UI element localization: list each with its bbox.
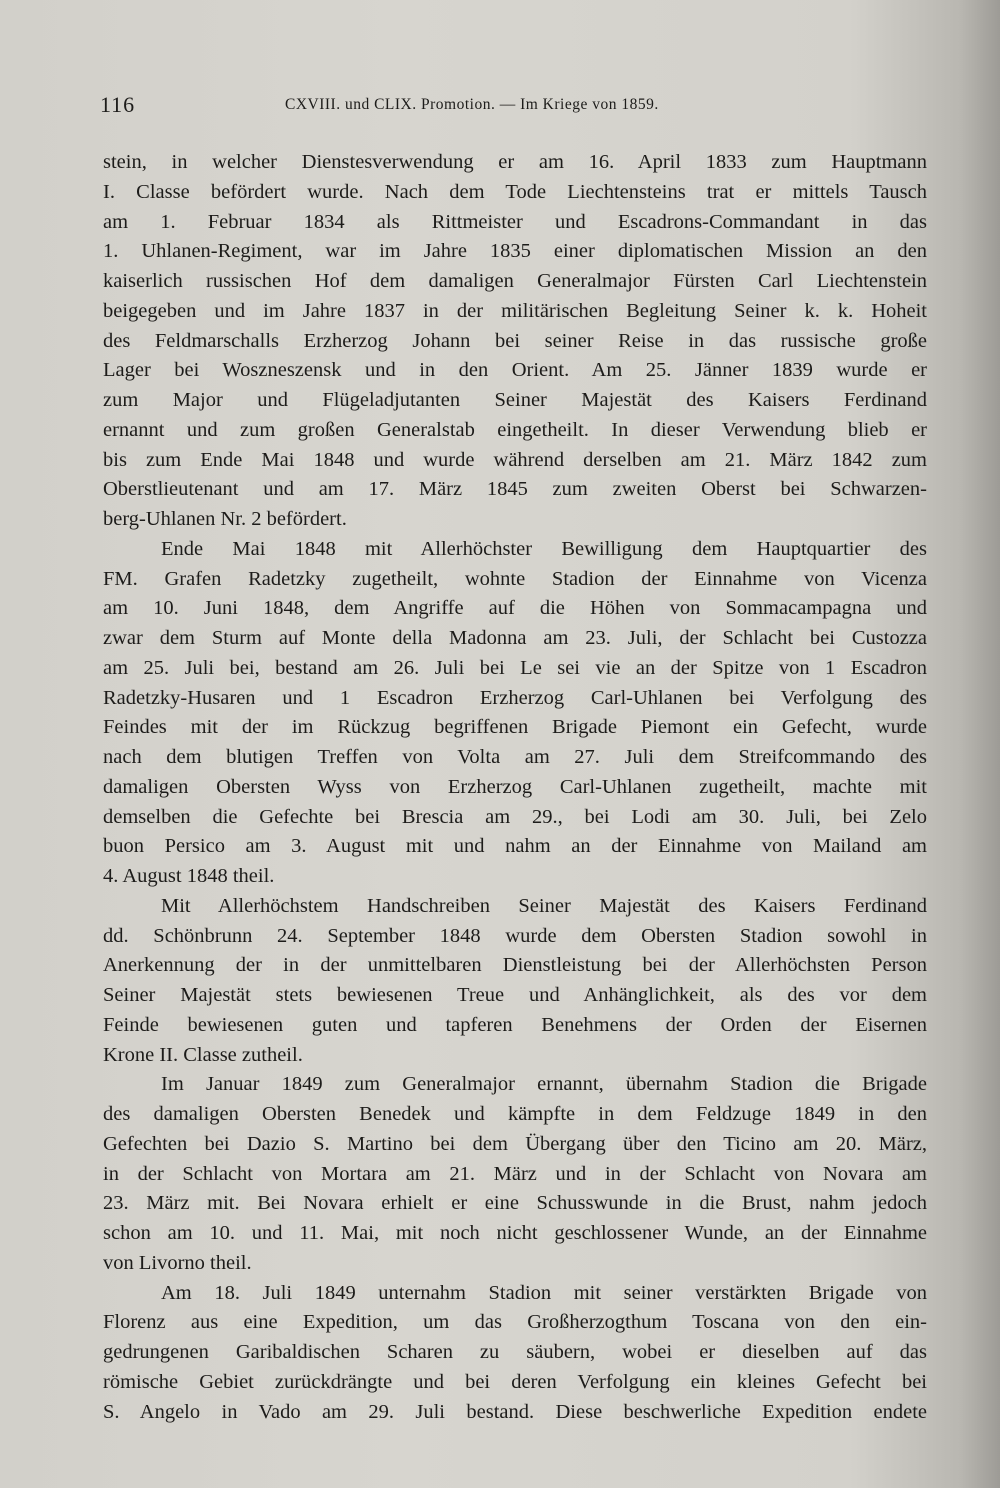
text-line: des Feldmarschalls Erzherzog Johann bei seiner Reise in das russische große xyxy=(103,329,927,352)
text-line: des damaligen Obersten Benedek und kämpfte in dem Feldzuge 1849 in den xyxy=(103,1103,927,1125)
text-line: S. Angelo in Vado am 29. Juli bestand. Diese beschwerliche Expedition endete xyxy=(103,1400,927,1423)
text-line: römische Gebiet zurückdrängte und bei deren Verfolgung ein kleines Gefecht bei xyxy=(103,1370,927,1393)
text-line: damaligen Obersten Wyss von Erzherzog Carl-Uhlanen zugetheilt, machte mit xyxy=(103,775,927,798)
text-line: Im Januar 1849 zum Generalmajor ernannt, übernahm Stadion die Brigade xyxy=(161,1073,927,1096)
text-line: buon Persico am 3. August mit und nahm an der Einnahme von Mailand am xyxy=(103,835,927,858)
text-line: schon am 10. und 11. Mai, mit noch nicht geschlossener Wunde, an der Einnahme xyxy=(103,1222,927,1244)
text-line: in der Schlacht von Mortara am 21. März und in der Schlacht von Novara am xyxy=(103,1162,927,1185)
text-line: demselben die Gefechte bei Brescia am 29., bei Lodi am 30. Juli, bei Zelo xyxy=(103,805,927,828)
page-number: 116 xyxy=(100,92,136,117)
text-line: zum Major und Flügeladjutanten Seiner Majestät des Kaisers Ferdinand xyxy=(103,389,927,411)
text-line: 1. Uhlanen-Regiment, war im Jahre 1835 einer diplomatischen Mission an den xyxy=(103,240,927,263)
text-line: Feinde bewiesenen guten und tapferen Benehmens der Orden der Eisernen xyxy=(103,1013,927,1036)
text-line: von Livorno theil. xyxy=(103,1251,252,1274)
text-line: Oberstlieutenant und am 17. März 1845 zum zweiten Oberst bei Schwarzen- xyxy=(103,478,927,501)
text-line: ernannt und zum großen Generalstab eingetheilt. In dieser Verwendung blieb er xyxy=(103,418,927,441)
text-line: dd. Schönbrunn 24. September 1848 wurde dem Obersten Stadion sowohl in xyxy=(103,924,927,947)
text-line: Anerkennung der in der unmittelbaren Dienstleistung bei der Allerhöchsten Person xyxy=(103,954,927,977)
text-line: Gefechten bei Dazio S. Martino bei dem Übergang über den Ticino am 20. März, xyxy=(103,1132,927,1155)
text-line: 4. August 1848 theil. xyxy=(103,865,275,887)
text-line: kaiserlich russischen Hof dem damaligen Generalmajor Fürsten Carl Liechtenstein xyxy=(103,270,927,292)
text-line: stein, in welcher Dienstesverwendung er am 16. April 1833 zum Hauptmann xyxy=(103,151,927,173)
text-line: Feindes mit der im Rückzug begriffenen Brigade Piemont ein Gefecht, wurde xyxy=(103,716,927,739)
text-line: I. Classe befördert wurde. Nach dem Tode Liechtensteins trat er mittels Tausch xyxy=(103,180,927,203)
text-line: berg-Uhlanen Nr. 2 befördert. xyxy=(103,508,347,530)
text-line: nach dem blutigen Treffen von Volta am 27. Juli dem Streifcommando des xyxy=(103,746,927,768)
text-line: am 10. Juni 1848, dem Angriffe auf die Höhen von Sommacampagna und xyxy=(103,597,927,620)
text-line: zwar dem Sturm auf Monte della Madonna am 23. Juli, der Schlacht bei Custozza xyxy=(103,627,927,649)
text-line: am 25. Juli bei, bestand am 26. Juli bei Le sei vie an der Spitze von 1 Escadron xyxy=(103,656,927,679)
running-head: CXVIII. und CLIX. Promotion. — Im Kriege von 1859. xyxy=(285,96,659,113)
body-text xyxy=(103,148,927,1427)
text-line: bis zum Ende Mai 1848 und wurde während derselben am 21. März 1842 zum xyxy=(103,448,927,471)
text-line: gedrungenen Garibaldischen Scharen zu säubern, wobei er dieselben auf das xyxy=(103,1341,927,1363)
text-line: Seiner Majestät stets bewiesenen Treue und Anhänglichkeit, als des vor dem xyxy=(103,984,927,1006)
text-line: Radetzky-Husaren und 1 Escadron Erzherzog Carl-Uhlanen bei Verfolgung des xyxy=(103,686,927,709)
text-line: FM. Grafen Radetzky zugetheilt, wohnte Stadion der Einnahme von Vicenza xyxy=(103,567,927,590)
text-line: Am 18. Juli 1849 unternahm Stadion mit seiner verstärkten Brigade von xyxy=(161,1281,927,1304)
text-line: Mit Allerhöchstem Handschreiben Seiner Majestät des Kaisers Ferdinand xyxy=(161,894,927,917)
text-line: Krone II. Classe zutheil. xyxy=(103,1043,303,1066)
page-header xyxy=(100,92,930,118)
text-line: Ende Mai 1848 mit Allerhöchster Bewilligung dem Hauptquartier des xyxy=(161,537,927,560)
text-line: beigegeben und im Jahre 1837 in der militärischen Begleitung Seiner k. k. Hoheit xyxy=(103,299,927,322)
text-line: 23. März mit. Bei Novara erhielt er eine Schusswunde in die Brust, nahm jedoch xyxy=(103,1192,927,1215)
text-line: Lager bei Woszneszensk und in den Orient. Am 25. Jänner 1839 wurde er xyxy=(103,359,927,382)
text-line: am 1. Februar 1834 als Rittmeister und Escadrons-Commandant in das xyxy=(103,210,927,233)
text-line: Florenz aus eine Expedition, um das Großherzogthum Toscana von den ein- xyxy=(103,1311,927,1334)
